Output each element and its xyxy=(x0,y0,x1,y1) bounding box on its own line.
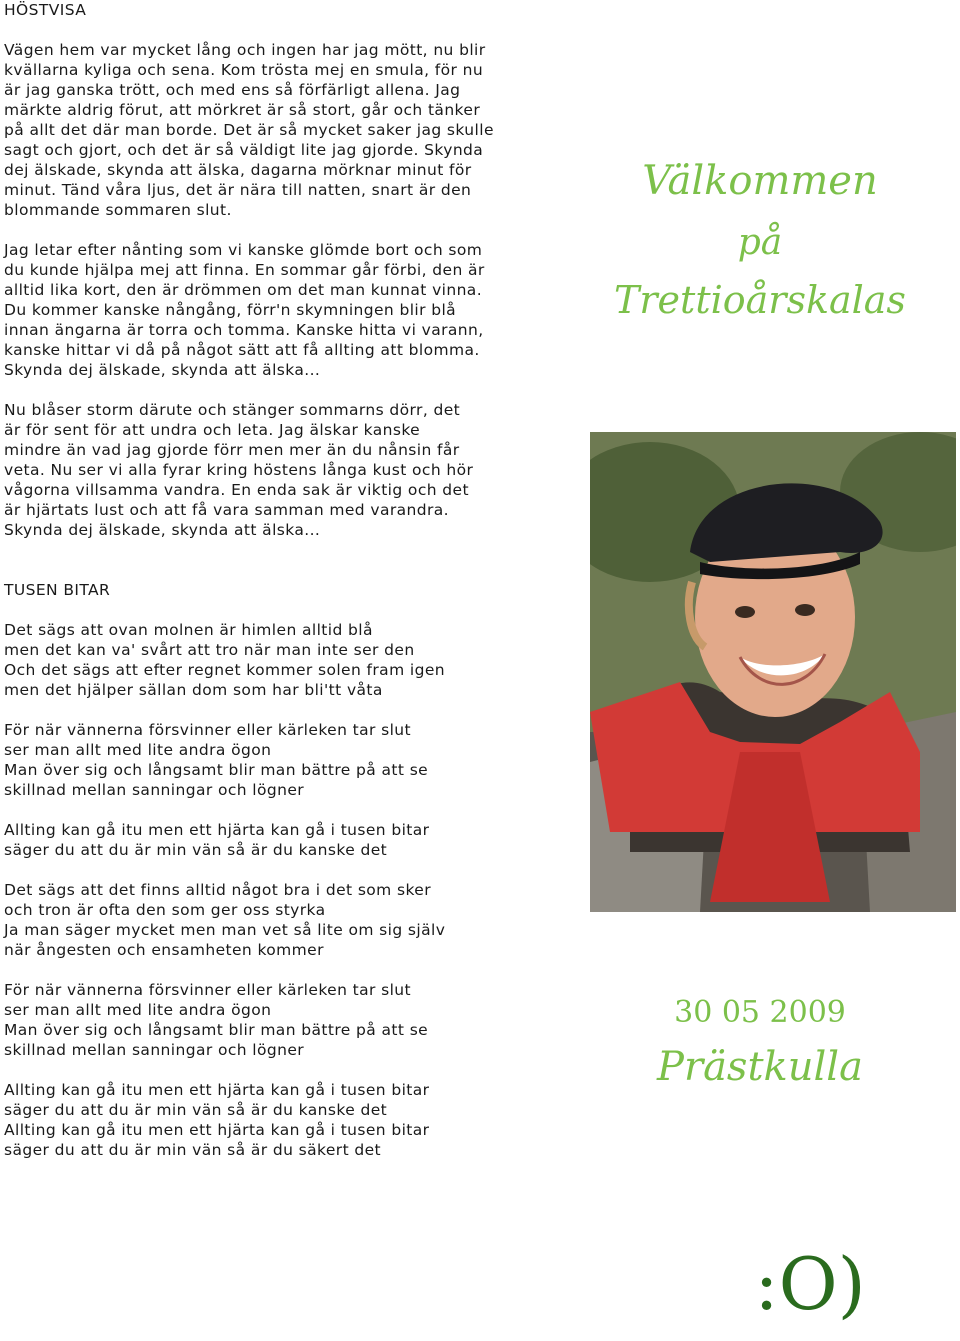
stanza xyxy=(4,620,584,700)
stanza-line: men det hjälper sällan dom som har bli'tt våta xyxy=(4,681,383,699)
stanza-line: ser man allt med lite andra ögon xyxy=(4,741,272,759)
lyrics-column xyxy=(4,0,584,1180)
verse-2: Jag letar efter nånting som vi kanske glömde bort och som du kunde hjälpa mej att finna. En sommar går förbi, den är alltid lika kort, den är drömmen om det man kunnat vinna. Du kommer kanske nångång, förr'n skymningen blir blå innan ängarna är torra och tomma. Kanske hitta vi varann, kanske hittar vi då på något sätt att få allting att blomma. Skynda dej älskade, skynda att älska... xyxy=(4,241,485,379)
song-title-tusen-bitar: TUSEN BITAR xyxy=(4,581,111,599)
stanza-line: För när vännerna försvinner eller kärleken tar slut xyxy=(4,721,411,739)
party-name: Trettioårskalas xyxy=(614,278,906,322)
verse-1: Vägen hem var mycket lång och ingen har jag mött, nu blir kvällarna kyliga och sena. Kom trösta mej en smula, för nu är jag ganska trött, och med ens så förfärligt allena. Jag märkte aldrig förut, att mörkret är så stort, går och tänker på allt det där man borde. Det är så mycket saker jag skulle sagt och gjort, och det är så väldigt lite jag gjorde. Skynda dej älskade, skynda att älska, dagarna mörknar minut för minut. Tänd våra ljus, det är nära till natten, snart är den blommande sommaren slut. xyxy=(4,41,494,219)
stanza-line: skillnad mellan sanningar och lögner xyxy=(4,1041,305,1059)
stanza-line: Man över sig och långsamt blir man bättre på att se xyxy=(4,1021,429,1039)
stanza-line: säger du att du är min vän så är du säkert det xyxy=(4,1141,382,1159)
party-date: 30 05 2009 xyxy=(674,995,846,1030)
welcome-on: på xyxy=(737,222,783,263)
stanza-line: när ångesten och ensamheten kommer xyxy=(4,941,324,959)
tusen-bitar-stanzas xyxy=(4,620,584,1160)
portrait-illustration xyxy=(590,432,956,912)
stanza-line: Allting kan gå itu men ett hjärta kan gå i tusen bitar xyxy=(4,1121,430,1139)
stanza xyxy=(4,720,584,800)
stanza-line: Man över sig och långsamt blir man bättre på att se xyxy=(4,761,429,779)
smiley: :O) xyxy=(754,1242,866,1326)
stanza-line: Ja man säger mycket men man vet så lite om sig själv xyxy=(4,921,446,939)
stanza-line: För när vännerna försvinner eller kärleken tar slut xyxy=(4,981,411,999)
stanza xyxy=(4,980,584,1060)
stanza-line: Det sägs att det finns alltid något bra i det som sker xyxy=(4,881,432,899)
stanza-line: och tron är ofta den som ger oss styrka xyxy=(4,901,326,919)
stanza xyxy=(4,820,584,860)
stanza-line: skillnad mellan sanningar och lögner xyxy=(4,781,305,799)
stanza-line: säger du att du är min vän så är du kanske det xyxy=(4,1101,388,1119)
verse-3: Nu blåser storm därute och stänger sommarns dörr, det är för sent för att undra och leta. Jag älskar kanske mindre än vad jag gjorde förr men mer än du nånsin får veta. Nu ser vi alla fyrar kring höstens långa kust och hör vågorna villsamma vandra. En enda sak är viktig och det är hjärtats lust och att få vara samman med varandra. Skynda dej älskade, skynda att älska... xyxy=(4,401,474,539)
stanza-line: ser man allt med lite andra ögon xyxy=(4,1001,272,1019)
portrait-photo xyxy=(590,432,956,912)
stanza-line: Det sägs att ovan molnen är himlen alltid blå xyxy=(4,621,373,639)
stanza xyxy=(4,880,584,960)
song-title-hostvisa: HÖSTVISA xyxy=(4,1,87,19)
stanza-line: Och det sägs att efter regnet kommer solen fram igen xyxy=(4,661,446,679)
stanza-line: men det kan va' svårt att tro när man inte ser den xyxy=(4,641,415,659)
stanza-line: säger du att du är min vän så är du kanske det xyxy=(4,841,388,859)
welcome-heading: Välkommen xyxy=(642,158,878,204)
stanza xyxy=(4,1080,584,1160)
stanza-line: Allting kan gå itu men ett hjärta kan gå i tusen bitar xyxy=(4,1081,430,1099)
party-location: Prästkulla xyxy=(657,1044,863,1090)
stanza-line: Allting kan gå itu men ett hjärta kan gå i tusen bitar xyxy=(4,821,430,839)
